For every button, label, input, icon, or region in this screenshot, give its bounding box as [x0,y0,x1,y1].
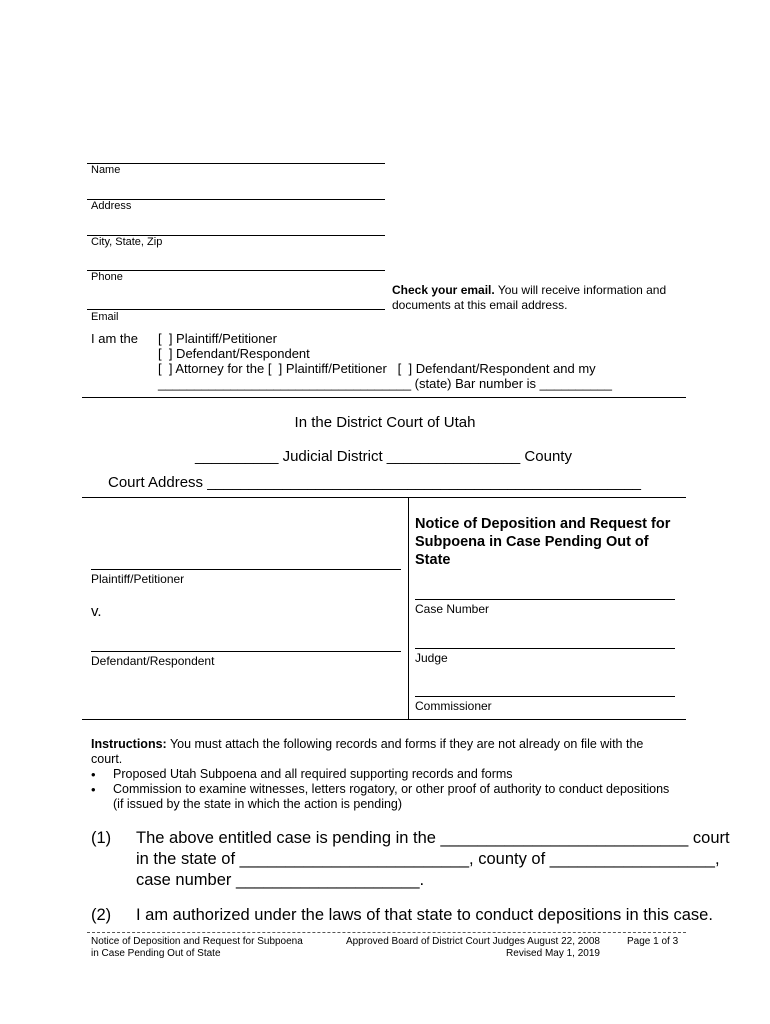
court-title: In the District Court of Utah [294,414,476,431]
option-attorney[interactable]: [ ] Attorney for the [ ] Plaintiff/Petitioner [ ] Defendant/Respondent and my [158,361,596,376]
i-am-the-label: I am the [91,331,138,346]
option-defendant[interactable]: [ ] Defendant/Respondent [158,346,310,361]
option-plaintiff[interactable]: [ ] Plaintiff/Petitioner [158,331,277,346]
caption-bottom-line [82,719,686,720]
instructions-text2: court. [91,752,123,766]
page-number: Page 1 of 3 [627,936,679,947]
footer-center-2: Revised May 1, 2019 [506,948,600,959]
item-2-number: (2) [91,906,112,924]
case-number-label: Case Number [415,602,490,616]
footer-center [340,936,600,960]
phone-label: Phone [91,271,123,283]
email-label: Email [91,311,119,323]
footer-left-1: Notice of Deposition and Request for Subpoena [91,936,303,947]
item-1-number: (1) [91,829,112,847]
footer-left-2: in Case Pending Out of State [91,948,221,959]
city-label: City, State, Zip [91,236,163,248]
judge-label: Judge [415,651,448,665]
district-line[interactable]: __________ Judicial District ________________ County [195,448,572,465]
bullet-icon: • [91,767,96,782]
item-1-line2[interactable]: in the state of _________________________, county of __________________, [136,850,720,868]
instruction-bullet-2: Commission to examine witnesses, letters rogatory, or other proof of authority to conduct depositions [113,782,670,796]
instructions [91,737,691,767]
instructions-label: Instructions: [91,737,167,751]
item-2-line1: I am authorized under the laws of that state to conduct depositions in this case. [136,906,713,924]
footer-left [91,936,303,960]
bullet-icon: • [91,782,96,797]
footer-divider [87,932,686,933]
name-label: Name [91,164,121,176]
commissioner-label: Commissioner [415,699,492,713]
address-line[interactable] [87,199,385,200]
instructions-text: You must attach the following records and forms if they are not already on file with the [166,737,644,751]
defendant-line[interactable] [91,651,401,652]
footer-center-1: Approved Board of District Court Judges August 22, 2008 [345,936,600,947]
email-note [392,283,666,313]
bar-number-line[interactable]: ___________________________________ (state) Bar number is __________ [158,376,612,391]
judge-line[interactable] [415,648,675,649]
email-note-bold: Check your email. [392,283,495,297]
email-note-rest: You will receive information and [494,283,667,297]
case-number-line[interactable] [415,599,675,600]
phone-line[interactable] [87,270,385,271]
defendant-label: Defendant/Respondent [91,654,215,668]
name-line[interactable] [87,163,385,164]
plaintiff-label: Plaintiff/Petitioner [91,572,185,586]
commissioner-line[interactable] [415,696,675,697]
address-label: Address [91,200,132,212]
court-address-line[interactable]: Court Address ____________________________________________________ [108,474,642,491]
email-line[interactable] [87,309,385,310]
item-1-line3[interactable]: case number ____________________. [136,871,425,889]
header-divider [82,397,686,398]
instruction-bullet-1: Proposed Utah Subpoena and all required supporting records and forms [113,767,513,781]
email-note-line2: documents at this email address. [392,298,568,312]
versus-label: v. [91,603,102,620]
caption-top-line [82,497,686,498]
item-1-line1[interactable]: The above entitled case is pending in the ___________________________ court [136,829,730,847]
caption-divider [408,497,409,719]
instruction-bullet-2b: (if issued by the state in which the action is pending) [113,797,403,811]
plaintiff-line[interactable] [91,569,401,570]
document-title: Notice of Deposition and Request for Subpoena in Case Pending Out of State [415,516,671,568]
